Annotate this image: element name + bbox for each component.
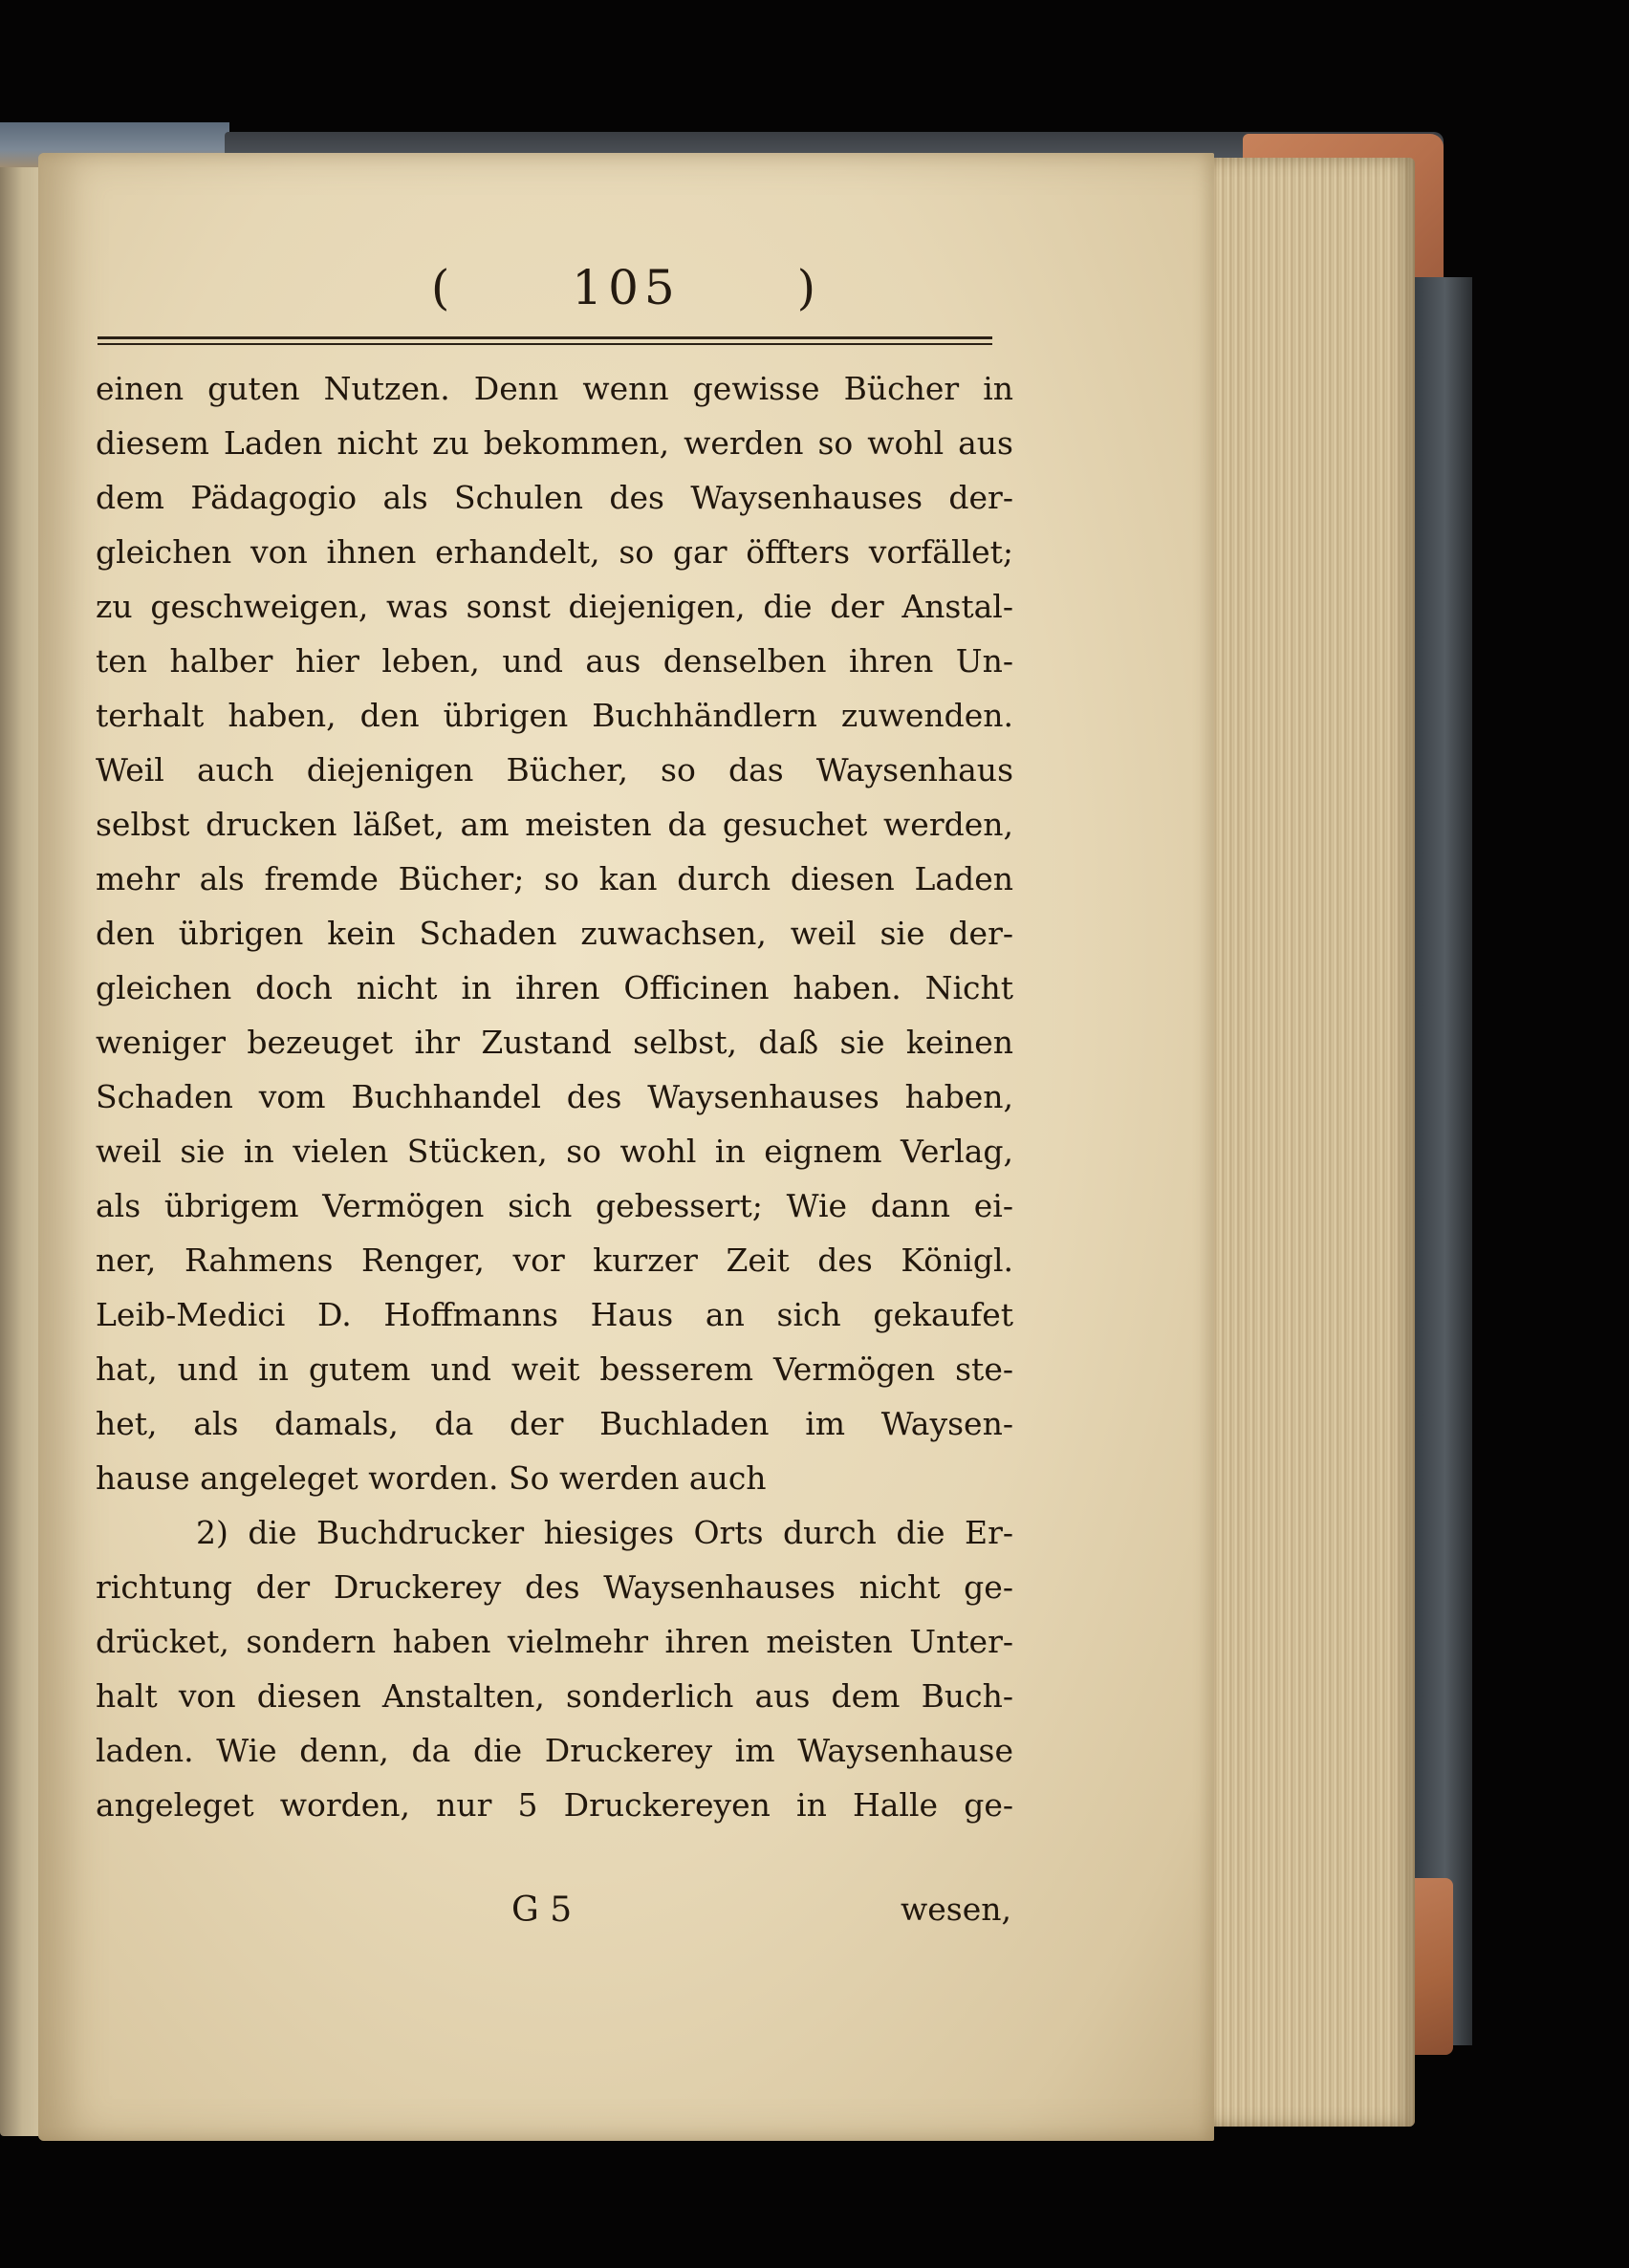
text-line: Weil auch diejenigen Bücher, so das Waysenhaus [96, 751, 1013, 788]
text-line: 2) die Buchdrucker hiesiges Orts durch die Er- [196, 1514, 1013, 1551]
text-line: selbst drucken läßet, am meisten da gesuchet werden, [96, 806, 1013, 843]
text-line: richtung der Druckerey des Waysenhauses nicht ge- [96, 1568, 1013, 1606]
header-open-paren: ( [430, 260, 456, 315]
catchword: wesen, [901, 1890, 1011, 1928]
header-close-paren: ) [796, 260, 822, 315]
text-line: weniger bezeuget ihr Zustand selbst, daß sie keinen [96, 1024, 1013, 1061]
text-line: drücket, sondern haben vielmehr ihren meisten Unter- [96, 1623, 1013, 1660]
text-line: angeleget worden, nur 5 Druckereyen in Halle ge- [96, 1786, 1013, 1824]
text-line: gleichen doch nicht in ihren Officinen haben. Nicht [96, 969, 1013, 1006]
page-number: 105 [572, 260, 681, 315]
text-line: weil sie in vielen Stücken, so wohl in eignem Verlag, [96, 1133, 1013, 1170]
text-line: hat, und in gutem und weit besserem Vermögen ste- [96, 1350, 1013, 1388]
text-line: halt von diesen Anstalten, sonderlich aus dem Buch- [96, 1677, 1013, 1715]
book-page [38, 153, 1214, 2141]
text-line: mehr als fremde Bücher; so kan durch diesen Laden [96, 860, 1013, 897]
text-line: gleichen von ihnen erhandelt, so gar öffters vorfället; [96, 533, 1013, 571]
text-line: Schaden vom Buchhandel des Waysenhauses haben, [96, 1078, 1013, 1115]
text-line: zu geschweigen, was sonst diejenigen, die der Anstal- [96, 588, 1013, 625]
page-fore-edge [1195, 158, 1415, 2127]
header-rule [98, 336, 992, 345]
text-line: het, als damals, da der Buchladen im Waysen- [96, 1405, 1013, 1442]
text-line: diesem Laden nicht zu bekommen, werden so wohl aus [96, 424, 1013, 462]
text-line: ner, Rahmens Renger, vor kurzer Zeit des Königl. [96, 1242, 1013, 1279]
text-line: Leib-Medici D. Hoffmanns Haus an sich gekaufet [96, 1296, 1013, 1333]
text-line: ten halber hier leben, und aus denselben ihren Un- [96, 642, 1013, 680]
text-line: den übrigen kein Schaden zuwachsen, weil sie der- [96, 915, 1013, 952]
text-line: dem Pädagogio als Schulen des Waysenhauses der- [96, 479, 1013, 516]
body-text [96, 361, 1013, 1832]
text-line: terhalt haben, den übrigen Buchhändlern zuwenden. [96, 697, 1013, 734]
text-line: laden. Wie denn, da die Druckerey im Waysenhause [96, 1732, 1013, 1769]
text-line: hause angeleget worden. So werden auch [96, 1459, 767, 1497]
page-number-header [38, 260, 1214, 315]
text-line: als übrigem Vermögen sich gebessert; Wie dann ei- [96, 1187, 1013, 1224]
text-line: einen guten Nutzen. Denn wenn gewisse Bücher in [96, 370, 1013, 407]
signature-mark: G 5 [511, 1890, 573, 1930]
